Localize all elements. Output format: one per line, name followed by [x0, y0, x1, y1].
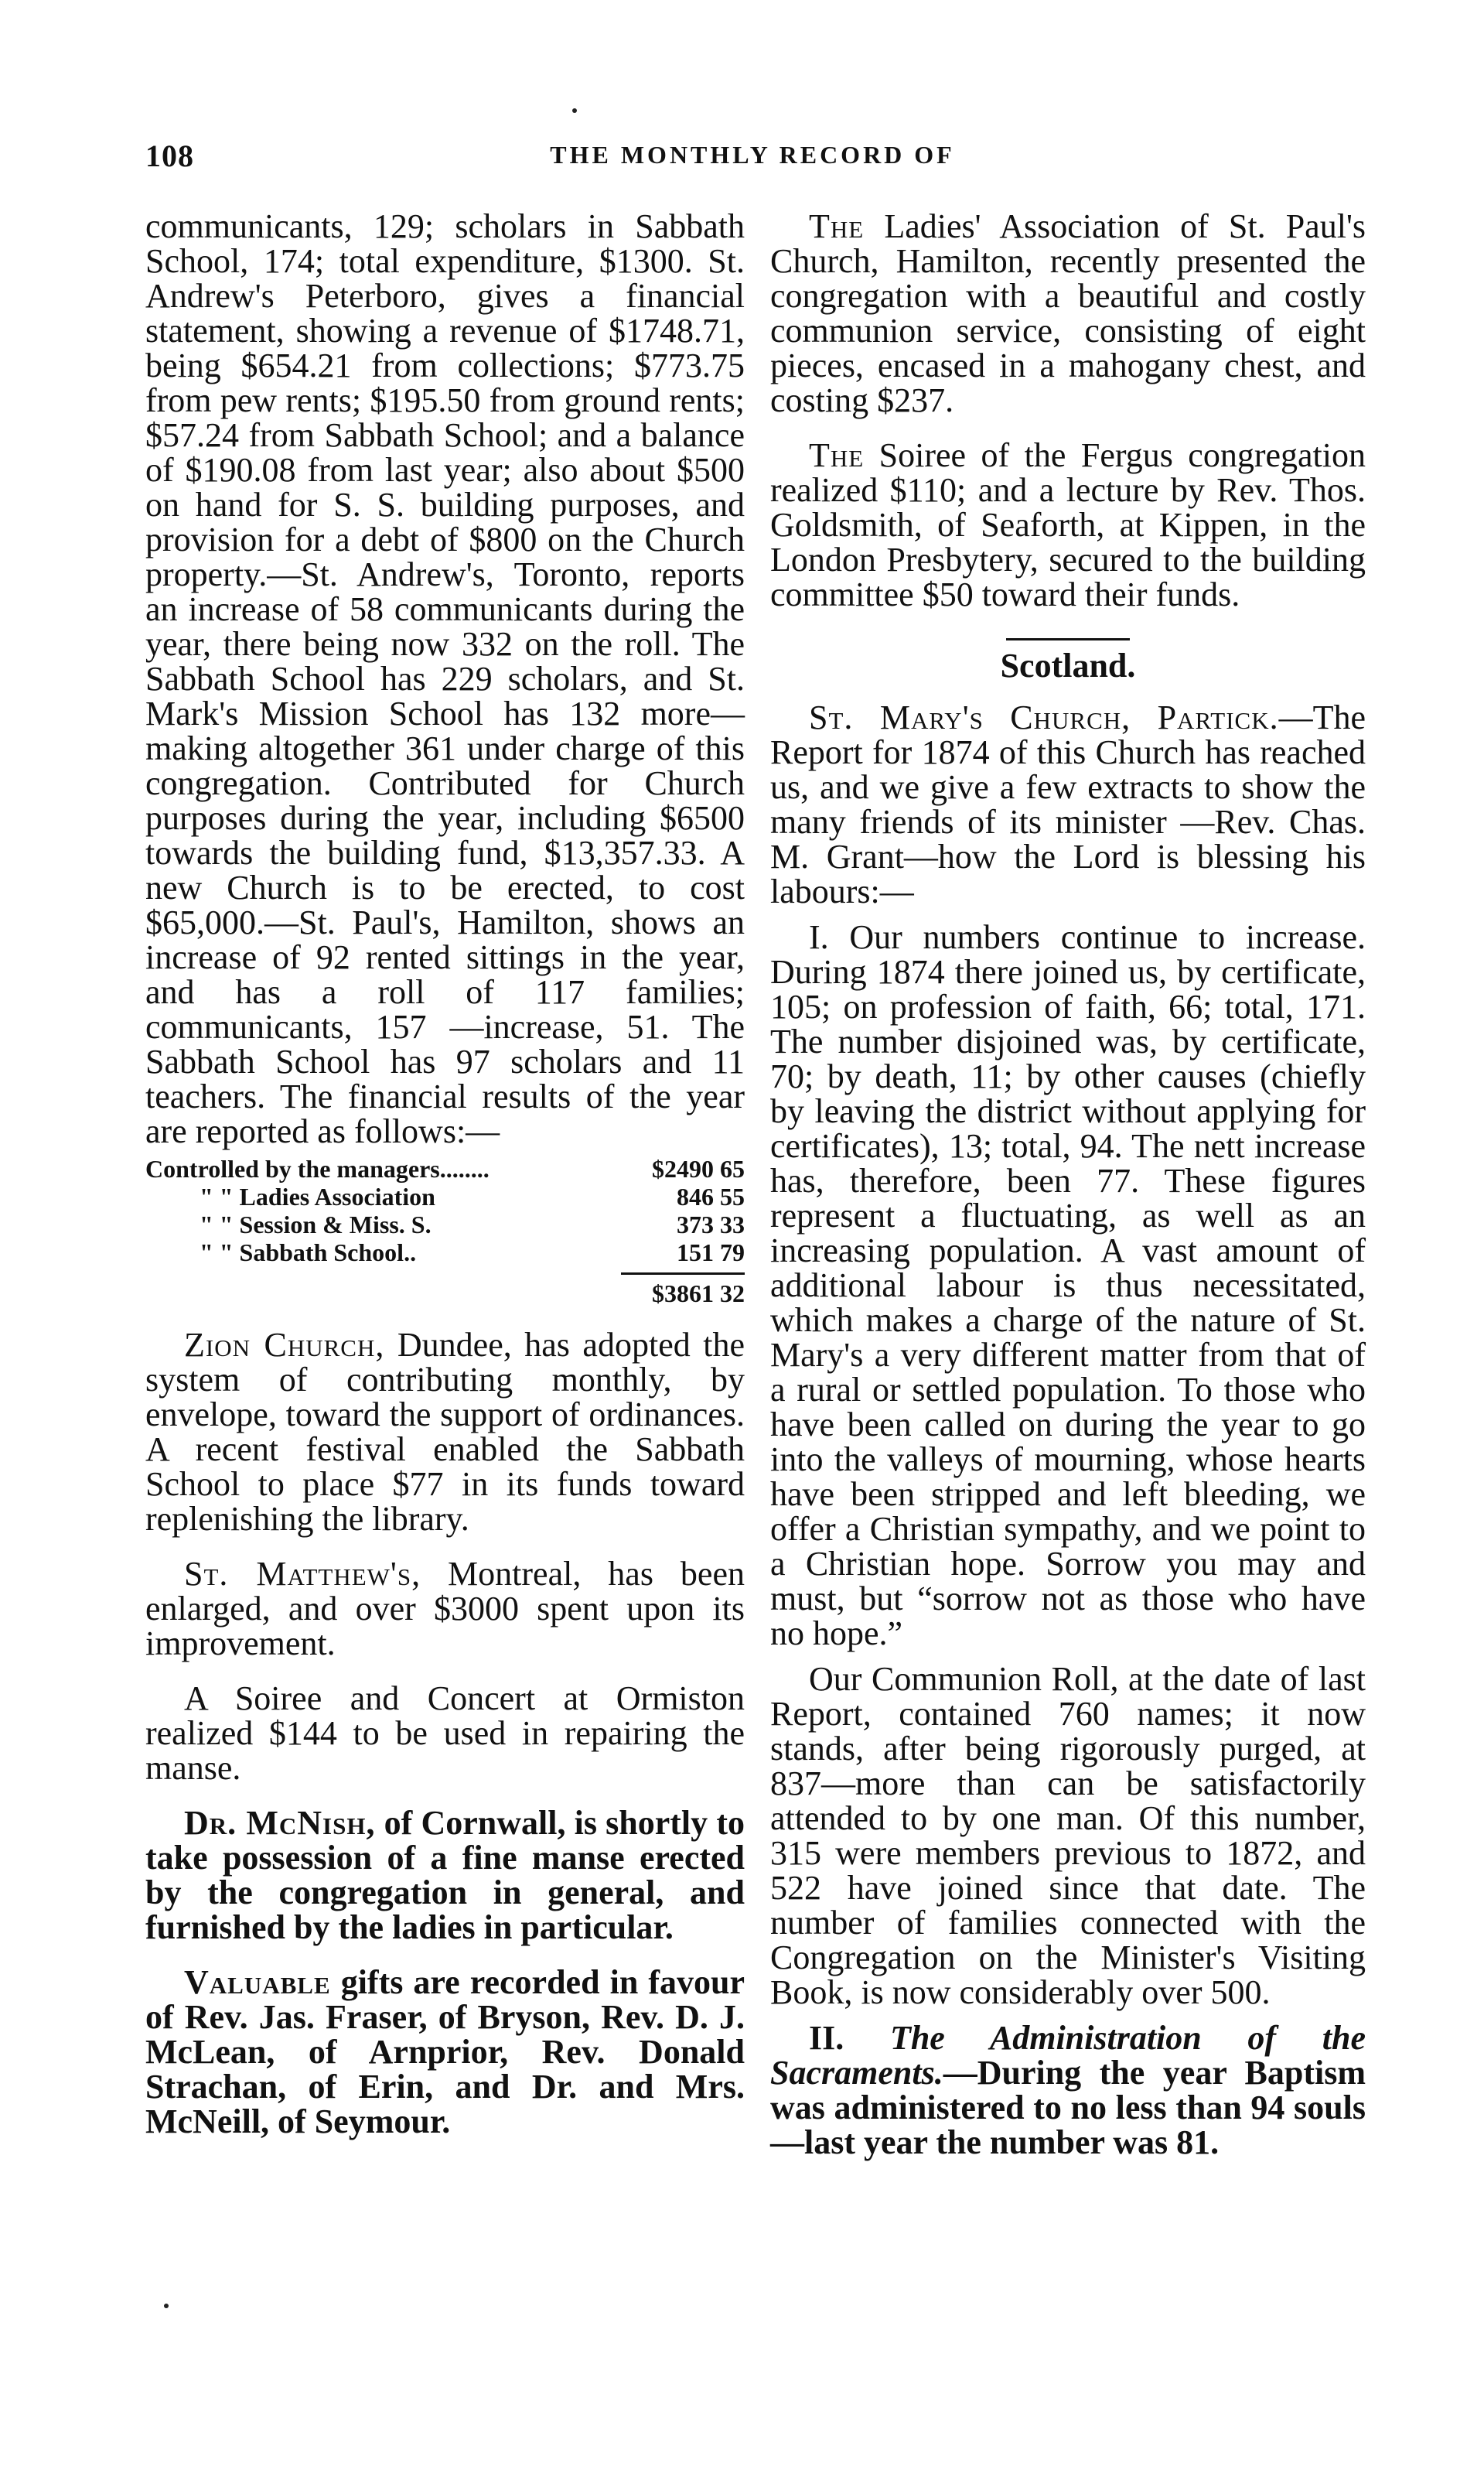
table-row-label: " " Session & Miss. S. — [200, 1211, 432, 1238]
paragraph-numbers: I. Our numbers continue to increase. During 1874 there joined us, by certificate, 105; on profession of faith, 66; total, 171. The number disjoined was, by certificate, 70; by death, 11; by other causes (chiefly by leaving the district without applying for certificates), 13; total, 94. The nett increase has, therefore, been 77. These figures represent a fluctuating, as well as an increasing population. A vast amount of additional labour is thus necessitated, which makes a charge of the nature of St. Mary's a very different matter from that of a rural or settled population. To those who have been called on during the year to go into the valleys of mourning, whose hearts have been stripped and left bleeding, we offer a Christian sympathy, and we point to a Christian hope. Sorrow you may and must, but “sorrow not as those who have no hope.” — [770, 918, 1366, 1652]
table-row-label: Controlled by the managers........ — [145, 1155, 490, 1183]
table-row — [145, 1211, 745, 1238]
paragraph-text: Dundee, has adopted the system of contributing monthly, by envelope, toward the support of ordinances. A recent festival enabled the Sabbath School to place $77 in its funds toward replenishing the library. — [145, 1326, 745, 1538]
table-row — [145, 1238, 745, 1266]
lead-words: Valuable — [184, 1963, 331, 2001]
table-row-label: " " Ladies Association — [200, 1183, 435, 1211]
paragraph-text: —The Report for 1874 of this Church has reached us, and we give a few extracts to show the many friends of its minister —Rev. Chas. M. Grant—how the Lord is blessing his labours:— — [770, 698, 1366, 910]
paragraph-sacraments — [770, 2020, 1366, 2160]
table-row — [145, 1183, 745, 1211]
paragraph-st-marys — [770, 700, 1366, 909]
stray-mark-bottom — [164, 2304, 169, 2308]
paragraph-zion-church — [145, 1327, 745, 1536]
paragraph-text: Soiree of the Fergus congregation realized $110; and a lecture by Rev. Thos. Goldsmith, of Seaforth, at Kippen, in the London Presbytery, secured to the building committee $50 toward their funds. — [770, 436, 1366, 613]
paragraph-text: Montreal, has been enlarged, and over $3000 spent upon its improvement. — [145, 1555, 745, 1662]
section-heading-italic: The Administration of the Sacraments. — [770, 2019, 1366, 2092]
table-total-rule — [621, 1272, 745, 1275]
paragraph-text: gifts are recorded in favour of Rev. Jas. Fraser, of Bryson, Rev. D. J. McLean, of Arnprior, Rev. Donald Strachan, of Erin, and Dr. and Mrs. McNeill, of Seymour. — [145, 1963, 745, 2140]
table-row-value: 373 33 — [677, 1211, 745, 1238]
paragraph-fergus-soiree — [770, 438, 1366, 612]
lead-words: St. Mary's Church, Partick. — [809, 698, 1279, 736]
paragraph-ormiston: A Soiree and Concert at Ormiston realized $144 to be used in repairing the manse. — [145, 1679, 745, 1787]
table-row-value: 846 55 — [677, 1183, 745, 1211]
paragraph-text: Ladies' Association of St. Paul's Church, Hamilton, recently presented the congregation with a beautiful and costly communion service, consisting of eight pieces, encased in a mahogany chest, and costing $237. — [770, 207, 1366, 419]
paragraph-communion-roll: Our Communion Roll, at the date of last Report, contained 760 names; it now stands, after being rigorously purged, at 837—more than can be satisfactorily attended to by one man. Of this number, 315 were members previous to 1872, and 522 have joined since that date. The number of families connected with the Congregation on the Minister's Visiting Book, is now considerably over 500. — [770, 1660, 1366, 2011]
financial-table — [145, 1155, 745, 1307]
lead-words: The — [809, 207, 865, 245]
paragraph-mcnish — [145, 1805, 745, 1945]
page-header — [145, 138, 1359, 184]
table-row-value: 151 79 — [677, 1238, 745, 1266]
right-column — [770, 209, 1366, 2160]
stray-mark-top — [572, 108, 577, 113]
page-number: 108 — [145, 138, 194, 173]
table-row-label: " " Sabbath School.. — [200, 1238, 417, 1266]
paragraph-st-matthews — [145, 1556, 745, 1661]
paragraph-church-reports: communicants, 129; scholars in Sabbath School, 174; total expenditure, $1300. St. Andrew's Peterboro, gives a financial statement, showing a revenue of $1748.71, being $654.21 from collections; $773.75 from pew rents; $195.50 from ground rents; $57.24 from Sabbath School; and a balance of $190.08 from last year; also about $500 on hand for S. S. building purposes, and provision for a debt of $800 on the Church property.—St. Andrew's, Toronto, reports an increase of 58 communicants during the year, there being now 332 on the roll. The Sabbath School has 229 scholars, and St. Mark's Mission School has 132 more—making altogether 361 under charge of this congregation. Contributed for Church purposes during the year, including $6500 towards the building fund, $13,357.33. A new Church is to be erected, to cost $65,000.—St. Paul's, Hamilton, shows an increase of 92 rented sittings in the year, and has a roll of 117 families; communicants, 157 —increase, 51. The Sabbath School has 97 scholars and 11 teachers. The financial results of the year are reported as follows:— — [145, 207, 745, 1150]
lead-words: II. — [809, 2019, 890, 2057]
table-row-value: $2490 65 — [652, 1155, 745, 1183]
left-column — [145, 209, 745, 2139]
paragraph-valuable-gifts — [145, 1965, 745, 2139]
paragraph-ladies-association — [770, 209, 1366, 418]
lead-words: St. Matthew's, — [184, 1555, 421, 1593]
table-total: $3861 32 — [652, 1279, 745, 1307]
section-title-scotland: Scotland. — [1000, 647, 1136, 685]
lead-words: Dr. McNish, — [184, 1804, 376, 1842]
paragraph-text: —During the year Baptism was administered to no less than 94 souls—last year the number was 81. — [770, 2054, 1366, 2161]
section-divider — [1006, 638, 1130, 640]
lead-words: The — [809, 436, 865, 474]
table-row — [145, 1155, 745, 1183]
lead-words: Zion Church, — [184, 1326, 385, 1364]
running-head: THE MONTHLY RECORD OF — [550, 141, 955, 169]
paragraph-text: of Cornwall, is shortly to take possession of a fine manse erected by the congregation in general, and furnished by the ladies in particular. — [145, 1804, 745, 1946]
